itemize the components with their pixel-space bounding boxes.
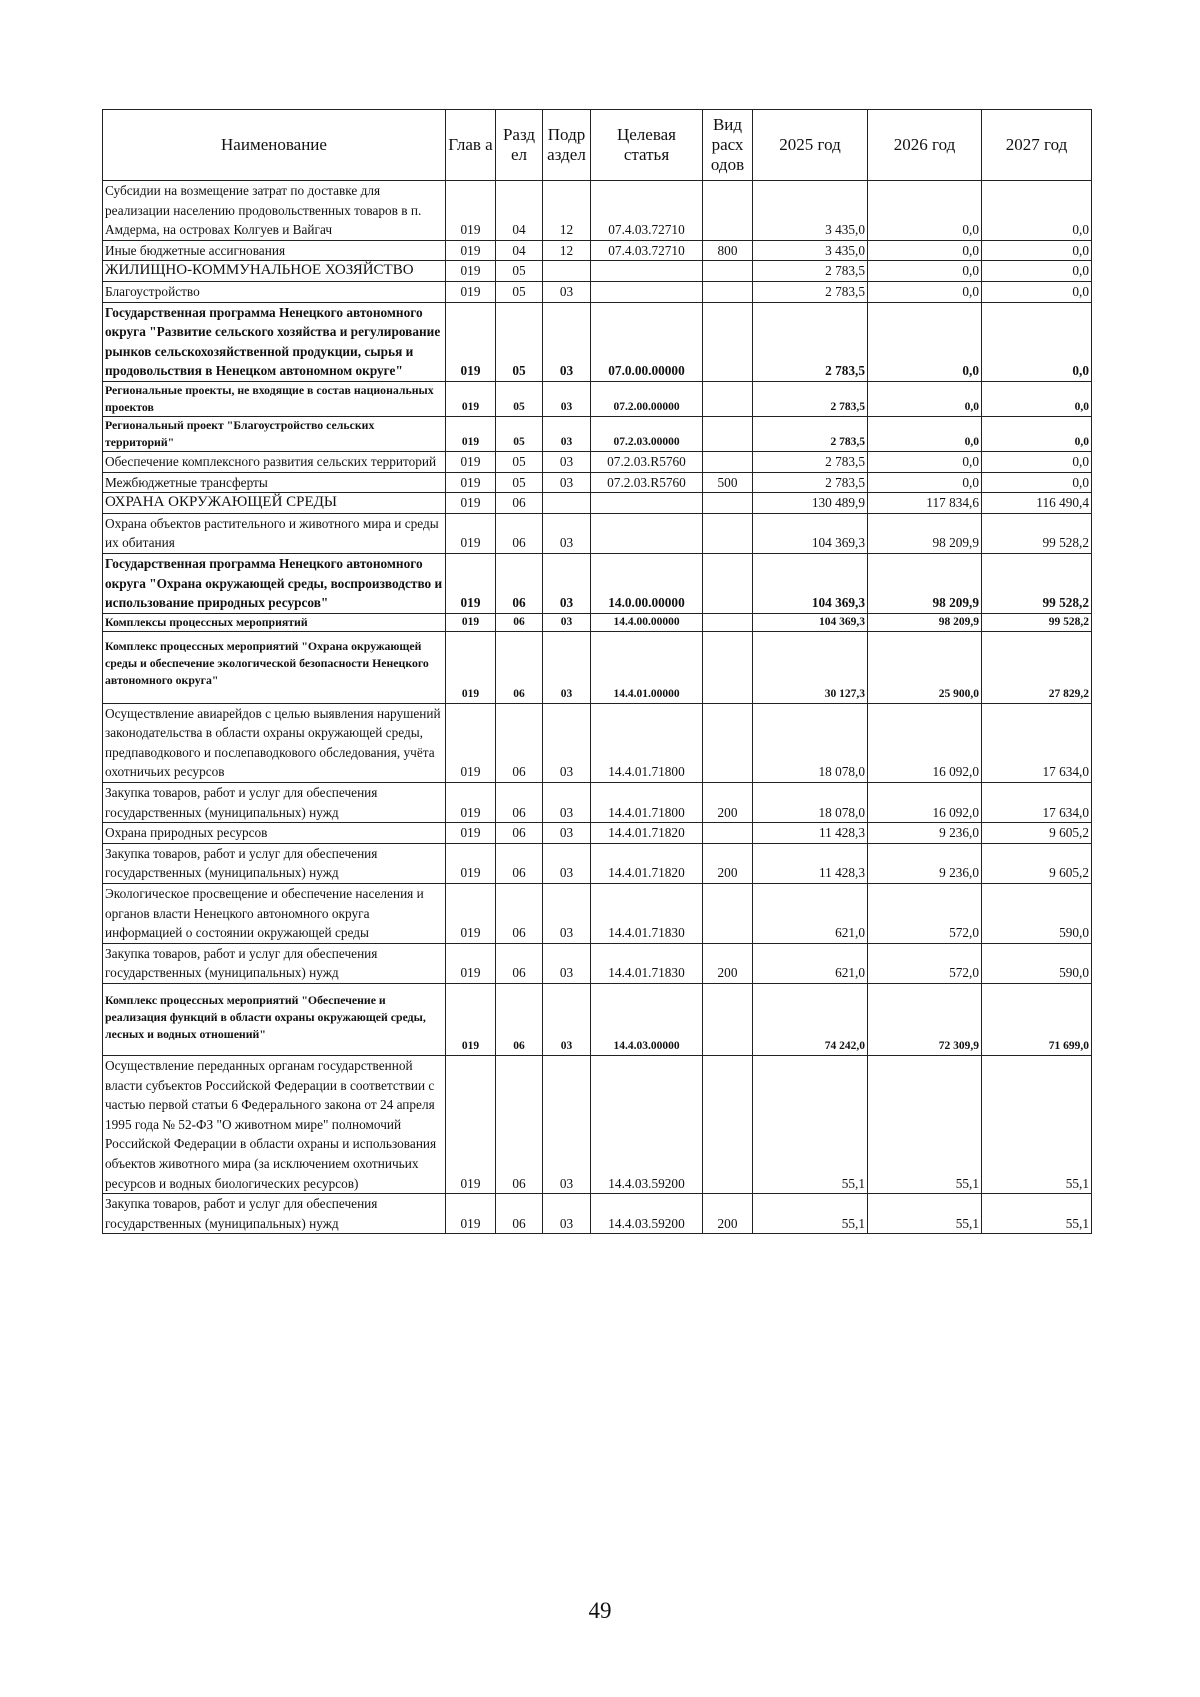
row-name: Осуществление переданных органам государственной власти субъектов Российской Федерации в соответствии с частью первой статьи 6 Федерального закона от 24 апреля 1995 года № 52-ФЗ "О животном мире" полномочий Российской Федерации в области охраны и использования объектов животного мира (за исключением охотничьих ресурсов и водных биологических ресурсов) (103, 1056, 446, 1194)
row-vid (703, 451, 753, 472)
row-celevaya: 14.0.00.00000 (591, 553, 703, 613)
row-podrazdel: 03 (543, 943, 591, 983)
row-celevaya (591, 281, 703, 302)
row-razdel: 06 (496, 984, 543, 1056)
row-2027: 17 634,0 (982, 703, 1092, 782)
row-2027: 0,0 (982, 416, 1092, 451)
table-row (103, 783, 1092, 823)
row-2026: 0,0 (868, 181, 982, 241)
row-celevaya: 14.4.03.59200 (591, 1194, 703, 1234)
row-celevaya: 14.4.01.71830 (591, 884, 703, 944)
row-2026: 55,1 (868, 1194, 982, 1234)
row-razdel: 04 (496, 240, 543, 261)
row-2025: 2 783,5 (753, 472, 868, 493)
row-glava: 019 (446, 416, 496, 451)
row-2027: 71 699,0 (982, 984, 1092, 1056)
header-vid: Вид расх одов (703, 110, 753, 181)
table-row (103, 631, 1092, 703)
row-2025: 11 428,3 (753, 843, 868, 883)
row-2026: 572,0 (868, 943, 982, 983)
row-2027: 0,0 (982, 472, 1092, 493)
table-row (103, 1194, 1092, 1234)
row-name: Государственная программа Ненецкого автономного округа "Развитие сельского хозяйства и регулирование рынков сельскохозяйственной продукции, сырья и продовольствия в Ненецком автономном округе" (103, 302, 446, 381)
row-2025: 2 783,5 (753, 261, 868, 282)
row-podrazdel: 03 (543, 984, 591, 1056)
row-2027: 99 528,2 (982, 513, 1092, 553)
row-podrazdel: 03 (543, 1056, 591, 1194)
row-glava: 019 (446, 261, 496, 282)
row-celevaya: 07.0.00.00000 (591, 302, 703, 381)
row-vid: 200 (703, 1194, 753, 1234)
row-2025: 2 783,5 (753, 451, 868, 472)
row-glava: 019 (446, 823, 496, 844)
row-vid: 200 (703, 943, 753, 983)
row-razdel: 05 (496, 472, 543, 493)
row-vid (703, 281, 753, 302)
row-2025: 55,1 (753, 1056, 868, 1194)
row-name: Охрана объектов растительного и животного мира и среды их обитания (103, 513, 446, 553)
row-2025: 2 783,5 (753, 281, 868, 302)
table-row (103, 823, 1092, 844)
row-razdel: 05 (496, 451, 543, 472)
row-2025: 11 428,3 (753, 823, 868, 844)
row-glava: 019 (446, 181, 496, 241)
row-2027: 99 528,2 (982, 553, 1092, 613)
row-celevaya: 07.2.03.R5760 (591, 472, 703, 493)
row-razdel: 06 (496, 513, 543, 553)
row-podrazdel: 03 (543, 843, 591, 883)
row-name: Закупка товаров, работ и услуг для обеспечения государственных (муниципальных) нужд (103, 943, 446, 983)
row-name: ЖИЛИЩНО-КОММУНАЛЬНОЕ ХОЗЯЙСТВО (103, 261, 446, 282)
row-glava: 019 (446, 381, 496, 416)
row-celevaya: 14.4.01.00000 (591, 631, 703, 703)
row-razdel: 06 (496, 943, 543, 983)
table-row (103, 240, 1092, 261)
row-podrazdel: 03 (543, 1194, 591, 1234)
row-podrazdel: 03 (543, 451, 591, 472)
table-row (103, 943, 1092, 983)
row-2026: 0,0 (868, 281, 982, 302)
row-podrazdel: 03 (543, 513, 591, 553)
row-2025: 2 783,5 (753, 381, 868, 416)
row-vid (703, 984, 753, 1056)
header-glava: Глав а (446, 110, 496, 181)
row-2026: 0,0 (868, 302, 982, 381)
row-razdel: 06 (496, 613, 543, 631)
row-vid (703, 381, 753, 416)
row-glava: 019 (446, 613, 496, 631)
row-celevaya: 14.4.00.00000 (591, 613, 703, 631)
row-celevaya: 07.2.00.00000 (591, 381, 703, 416)
row-podrazdel: 03 (543, 613, 591, 631)
row-podrazdel: 03 (543, 783, 591, 823)
row-name: Закупка товаров, работ и услуг для обеспечения государственных (муниципальных) нужд (103, 1194, 446, 1234)
row-2025: 130 489,9 (753, 493, 868, 514)
row-glava: 019 (446, 943, 496, 983)
row-podrazdel: 03 (543, 381, 591, 416)
row-podrazdel: 03 (543, 823, 591, 844)
row-2026: 0,0 (868, 381, 982, 416)
row-celevaya: 14.4.01.71820 (591, 843, 703, 883)
row-podrazdel (543, 261, 591, 282)
header-podrazdel: Подр аздел (543, 110, 591, 181)
row-2027: 116 490,4 (982, 493, 1092, 514)
row-2025: 2 783,5 (753, 416, 868, 451)
row-2026: 25 900,0 (868, 631, 982, 703)
row-glava: 019 (446, 513, 496, 553)
row-razdel: 06 (496, 823, 543, 844)
header-2026: 2026 год (868, 110, 982, 181)
row-2027: 99 528,2 (982, 613, 1092, 631)
row-2025: 18 078,0 (753, 783, 868, 823)
header-2025: 2025 год (753, 110, 868, 181)
row-razdel: 05 (496, 281, 543, 302)
row-name: Охрана природных ресурсов (103, 823, 446, 844)
row-2027: 0,0 (982, 240, 1092, 261)
row-name: Региональный проект "Благоустройство сельских территорий" (103, 416, 446, 451)
table-row (103, 181, 1092, 241)
row-glava: 019 (446, 493, 496, 514)
row-2026: 572,0 (868, 884, 982, 944)
row-celevaya: 07.2.03.00000 (591, 416, 703, 451)
row-glava: 019 (446, 472, 496, 493)
row-celevaya: 14.4.03.59200 (591, 1056, 703, 1194)
row-razdel: 05 (496, 416, 543, 451)
table-row (103, 884, 1092, 944)
row-name: Обеспечение комплексного развития сельских территорий (103, 451, 446, 472)
row-2026: 117 834,6 (868, 493, 982, 514)
row-name: Комплекс процессных мероприятий "Охрана окружающей среды и обеспечение экологической безопасности Ненецкого автономного округа" (103, 631, 446, 703)
row-vid (703, 613, 753, 631)
row-razdel: 06 (496, 783, 543, 823)
row-2027: 0,0 (982, 381, 1092, 416)
row-celevaya: 07.2.03.R5760 (591, 451, 703, 472)
row-2026: 55,1 (868, 1056, 982, 1194)
row-2027: 0,0 (982, 181, 1092, 241)
row-glava: 019 (446, 843, 496, 883)
row-celevaya: 14.4.01.71800 (591, 783, 703, 823)
header-razdel: Разд ел (496, 110, 543, 181)
header-name: Наименование (103, 110, 446, 181)
row-2027: 0,0 (982, 302, 1092, 381)
row-2027: 0,0 (982, 451, 1092, 472)
table-row (103, 416, 1092, 451)
row-name: Закупка товаров, работ и услуг для обеспечения государственных (муниципальных) нужд (103, 783, 446, 823)
row-podrazdel: 03 (543, 302, 591, 381)
table-row (103, 553, 1092, 613)
row-vid (703, 703, 753, 782)
table-row (103, 513, 1092, 553)
row-vid (703, 1056, 753, 1194)
row-2025: 2 783,5 (753, 302, 868, 381)
row-podrazdel: 03 (543, 416, 591, 451)
row-glava: 019 (446, 631, 496, 703)
row-razdel: 06 (496, 843, 543, 883)
row-2027: 590,0 (982, 884, 1092, 944)
row-celevaya: 14.4.01.71800 (591, 703, 703, 782)
row-name: ОХРАНА ОКРУЖАЮЩЕЙ СРЕДЫ (103, 493, 446, 514)
row-name: Комплексы процессных мероприятий (103, 613, 446, 631)
row-name: Межбюджетные трансферты (103, 472, 446, 493)
row-2026: 98 209,9 (868, 613, 982, 631)
row-glava: 019 (446, 1194, 496, 1234)
row-razdel: 06 (496, 884, 543, 944)
row-2026: 9 236,0 (868, 823, 982, 844)
budget-table (102, 109, 1092, 1234)
row-glava: 019 (446, 783, 496, 823)
table-row (103, 302, 1092, 381)
row-razdel: 06 (496, 1056, 543, 1194)
table-row (103, 843, 1092, 883)
row-celevaya (591, 513, 703, 553)
row-vid (703, 553, 753, 613)
row-vid (703, 823, 753, 844)
row-2026: 72 309,9 (868, 984, 982, 1056)
table-row (103, 613, 1092, 631)
row-glava: 019 (446, 553, 496, 613)
row-2026: 9 236,0 (868, 843, 982, 883)
row-vid (703, 181, 753, 241)
row-razdel: 05 (496, 302, 543, 381)
row-podrazdel: 03 (543, 703, 591, 782)
row-glava: 019 (446, 884, 496, 944)
row-2025: 621,0 (753, 884, 868, 944)
row-2026: 0,0 (868, 261, 982, 282)
row-razdel: 06 (496, 493, 543, 514)
row-vid (703, 302, 753, 381)
row-vid: 200 (703, 783, 753, 823)
row-vid: 200 (703, 843, 753, 883)
row-2027: 0,0 (982, 261, 1092, 282)
row-2027: 27 829,2 (982, 631, 1092, 703)
row-2025: 621,0 (753, 943, 868, 983)
row-2027: 55,1 (982, 1056, 1092, 1194)
row-2025: 18 078,0 (753, 703, 868, 782)
row-vid (703, 416, 753, 451)
row-2025: 104 369,3 (753, 513, 868, 553)
table-row (103, 451, 1092, 472)
row-celevaya (591, 493, 703, 514)
row-celevaya (591, 261, 703, 282)
row-2026: 16 092,0 (868, 783, 982, 823)
row-2026: 0,0 (868, 416, 982, 451)
row-podrazdel: 12 (543, 240, 591, 261)
row-2027: 17 634,0 (982, 783, 1092, 823)
row-name: Иные бюджетные ассигнования (103, 240, 446, 261)
row-2025: 55,1 (753, 1194, 868, 1234)
table-row (103, 381, 1092, 416)
row-celevaya: 14.4.03.00000 (591, 984, 703, 1056)
row-2027: 590,0 (982, 943, 1092, 983)
row-2027: 9 605,2 (982, 843, 1092, 883)
row-2026: 0,0 (868, 472, 982, 493)
row-name: Осуществление авиарейдов с целью выявления нарушений законодательства в области охраны окружающей среды, предпаводкового и послепаводкового обследования, учёта охотничьих ресурсов (103, 703, 446, 782)
row-podrazdel (543, 493, 591, 514)
row-vid: 500 (703, 472, 753, 493)
row-2026: 98 209,9 (868, 513, 982, 553)
table-row (103, 472, 1092, 493)
row-2025: 104 369,3 (753, 553, 868, 613)
row-2026: 16 092,0 (868, 703, 982, 782)
row-2025: 30 127,3 (753, 631, 868, 703)
row-vid (703, 513, 753, 553)
row-2027: 55,1 (982, 1194, 1092, 1234)
row-2027: 9 605,2 (982, 823, 1092, 844)
row-razdel: 05 (496, 261, 543, 282)
row-name: Региональные проекты, не входящие в состав национальных проектов (103, 381, 446, 416)
header-row (103, 110, 1092, 181)
row-podrazdel: 03 (543, 281, 591, 302)
row-name: Благоустройство (103, 281, 446, 302)
row-vid (703, 884, 753, 944)
table-row (103, 493, 1092, 514)
row-glava: 019 (446, 302, 496, 381)
row-name: Субсидии на возмещение затрат по доставке для реализации населению продовольственных товаров в п. Амдерма, на островах Колгуев и Вайгач (103, 181, 446, 241)
row-celevaya: 07.4.03.72710 (591, 240, 703, 261)
row-name: Экологическое просвещение и обеспечение населения и органов власти Ненецкого автономного округа информацией о состоянии окружающей среды (103, 884, 446, 944)
row-2026: 0,0 (868, 240, 982, 261)
header-celevaya: Целевая статья (591, 110, 703, 181)
row-celevaya: 07.4.03.72710 (591, 181, 703, 241)
row-vid (703, 261, 753, 282)
row-name: Комплекс процессных мероприятий "Обеспечение и реализация функций в области охраны окружающей среды, лесных и водных отношений" (103, 984, 446, 1056)
row-celevaya: 14.4.01.71830 (591, 943, 703, 983)
row-podrazdel: 03 (543, 553, 591, 613)
row-razdel: 06 (496, 553, 543, 613)
row-name: Закупка товаров, работ и услуг для обеспечения государственных (муниципальных) нужд (103, 843, 446, 883)
row-razdel: 06 (496, 703, 543, 782)
row-2026: 98 209,9 (868, 553, 982, 613)
page-number: 49 (588, 1598, 612, 1623)
table-row (103, 984, 1092, 1056)
row-glava: 019 (446, 703, 496, 782)
table-row (103, 281, 1092, 302)
row-glava: 019 (446, 281, 496, 302)
row-2025: 74 242,0 (753, 984, 868, 1056)
row-vid (703, 493, 753, 514)
row-glava: 019 (446, 1056, 496, 1194)
header-2027: 2027 год (982, 110, 1092, 181)
row-razdel: 06 (496, 1194, 543, 1234)
row-podrazdel: 12 (543, 181, 591, 241)
row-glava: 019 (446, 240, 496, 261)
table-row (103, 703, 1092, 782)
table-row (103, 261, 1092, 282)
row-2025: 3 435,0 (753, 240, 868, 261)
row-razdel: 05 (496, 381, 543, 416)
row-2025: 104 369,3 (753, 613, 868, 631)
row-name: Государственная программа Ненецкого автономного округа "Охрана окружающей среды, воспроизводство и использование природных ресурсов" (103, 553, 446, 613)
row-2025: 3 435,0 (753, 181, 868, 241)
row-podrazdel: 03 (543, 472, 591, 493)
row-celevaya: 14.4.01.71820 (591, 823, 703, 844)
row-vid: 800 (703, 240, 753, 261)
row-2026: 0,0 (868, 451, 982, 472)
row-podrazdel: 03 (543, 884, 591, 944)
row-razdel: 04 (496, 181, 543, 241)
row-podrazdel: 03 (543, 631, 591, 703)
row-glava: 019 (446, 451, 496, 472)
row-vid (703, 631, 753, 703)
row-glava: 019 (446, 984, 496, 1056)
table-row (103, 1056, 1092, 1194)
row-2027: 0,0 (982, 281, 1092, 302)
row-razdel: 06 (496, 631, 543, 703)
